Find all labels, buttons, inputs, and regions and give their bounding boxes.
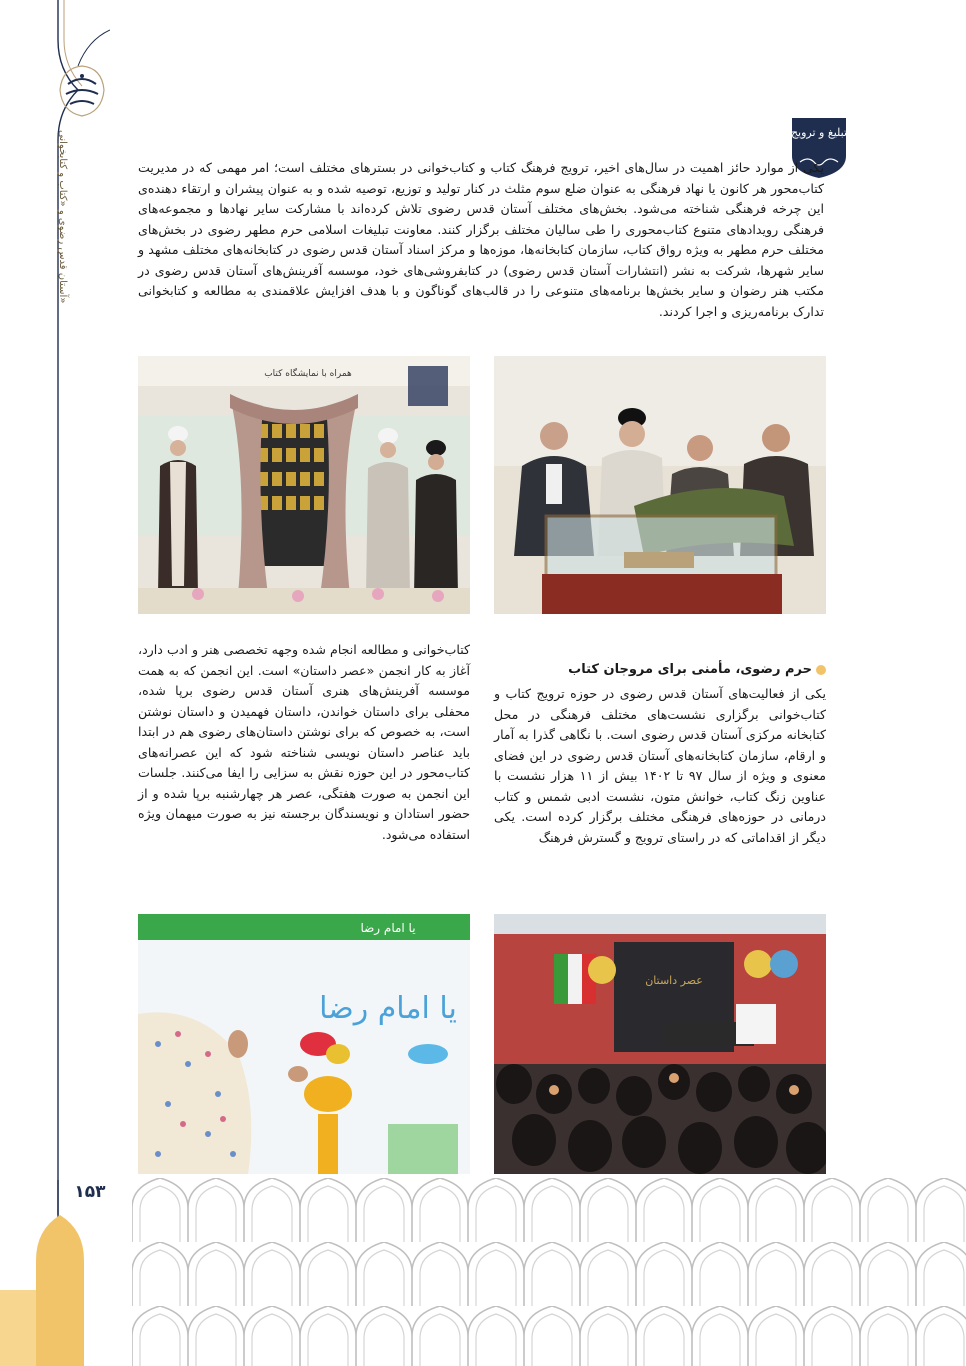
photo-banner-text: همراه با نمایشگاه کتاب <box>264 369 352 379</box>
sidebar-publication: آستان قدس رضوی و «کتاب و کتابخوانی» <box>57 130 68 304</box>
photo-display-case <box>494 356 826 614</box>
photo-child-painting <box>138 914 470 1174</box>
heading-bullet-icon <box>816 665 826 675</box>
heading-text: حرم رضوی، مأمنی برای مروجان کتاب <box>568 662 812 677</box>
decorative-pattern <box>132 1178 966 1366</box>
intro-paragraph: یکی از موارد حائز اهمیت در سال‌های اخیر، ترویج فرهنگ کتاب و کتاب‌خوانی در بسترهای مختلف است؛ امر مهمی که در مدیریت کتاب‌محور هر کانون یا نهاد فرهنگی به عنوان ضلع سوم مثلث در کنار تولید و توزیع، توصیه شده و به عنوان پیشران و ارتقاء دهنده‌ی این چرخه فرهنگی شناخته می‌شود. بخش‌های مختلف آستان قدس رضوی تلاش کرده‌اند با مشارکت سایر نهادها و مجموعه‌های فرهنگی رویدادهای متنوع کتاب‌محوری را طی سالیان مختلف برگزار کنند. معاونت تبلیغات اسلامی حرم مطهر رضوی در بخش‌های مختلف حرم مطهر به ویژه رواق کتاب، سازمان کتابخانه‌ها، موزه‌ها و مرکز اسناد آستان قدس رضوی در کتابخانه‌های مختلف مشهد و سایر شهرها، شرکت به نشر (انتشارات آستان قدس رضوی) در کتابفروشی‌های خود، موسسه آفرینش‌های آستان قدس رضوی در مکتب هنر رضوان و سایر بخش‌ها برنامه‌های متنوعی را در قالب‌های گوناگون و با هدف افزایش علاقمندی به مطالعه و کتابخوانی تدارک برنامه‌ریزی و اجرا کردند. <box>138 160 824 319</box>
photo-reading-session <box>494 914 826 1174</box>
section-heading <box>494 662 826 677</box>
page-number: ۱۵۳ <box>74 1182 106 1202</box>
logo-icon <box>54 62 110 120</box>
sidebar-title <box>42 130 112 490</box>
badge-label: تبلیغ و ترویج <box>790 126 848 139</box>
left-column-text: کتاب‌خوانی و مطالعه انجام شده وجهه تخصصی هنر و ادب دارد، آغاز به کار انجمن «عصر داستان» است. این انجمن که به همت موسسه آفرینش‌های هنری آستان قدس رضوی برپا شده، محفلی برای داستان خواندن، داستان فهمیدن و داستان نوشتن است، به خصوص که برای نوشتن داستان‌های رضوی هم در ابتدا باید عناصر داستان نویسی شناخته شود که این عصرانه‌های کتاب‌محور در این حوزه نقش به سزایی را ایفا می‌کنند. جلسات این انجمن به صورت هفتگی، عصر هر چهارشنبه برپا شده و از حضور استادان و نویسندگان برجسته نیز به صورت میهمان ویژه استفاده می‌شود. <box>138 642 470 842</box>
right-column-text: یکی از فعالیت‌های آستان قدس رضوی در حوزه ترویج کتاب و کتاب‌خوانی برگزاری نشست‌های مختلف فرهنگی در محل کتابخانه مرکزی آستان قدس رضوی است. با نگاهی گذرا به آمار و ارقام، سازمان کتابخانه‌های آستان قدس رضوی در این فضای معنوی و ویژه از سال ۹۷ تا ۱۴۰۲ بیش از ۱۱ هزار نشست با عناوین زنگ کتاب، خوانش متون، نشست ادبی شمس و کتاب درمانی در حوزه‌های فرهنگی مختلف برگزار کرده است. یکی دیگر از اقداماتی که در راستای ترویج و گسترش فرهنگ <box>494 686 826 845</box>
photo-unveiling-ceremony <box>138 356 470 614</box>
wall-painted-text: یا امام رضا <box>319 991 457 1026</box>
wall-banner-text: یا امام رضا <box>360 921 416 935</box>
backdrop-title: عصر داستان <box>645 974 703 987</box>
